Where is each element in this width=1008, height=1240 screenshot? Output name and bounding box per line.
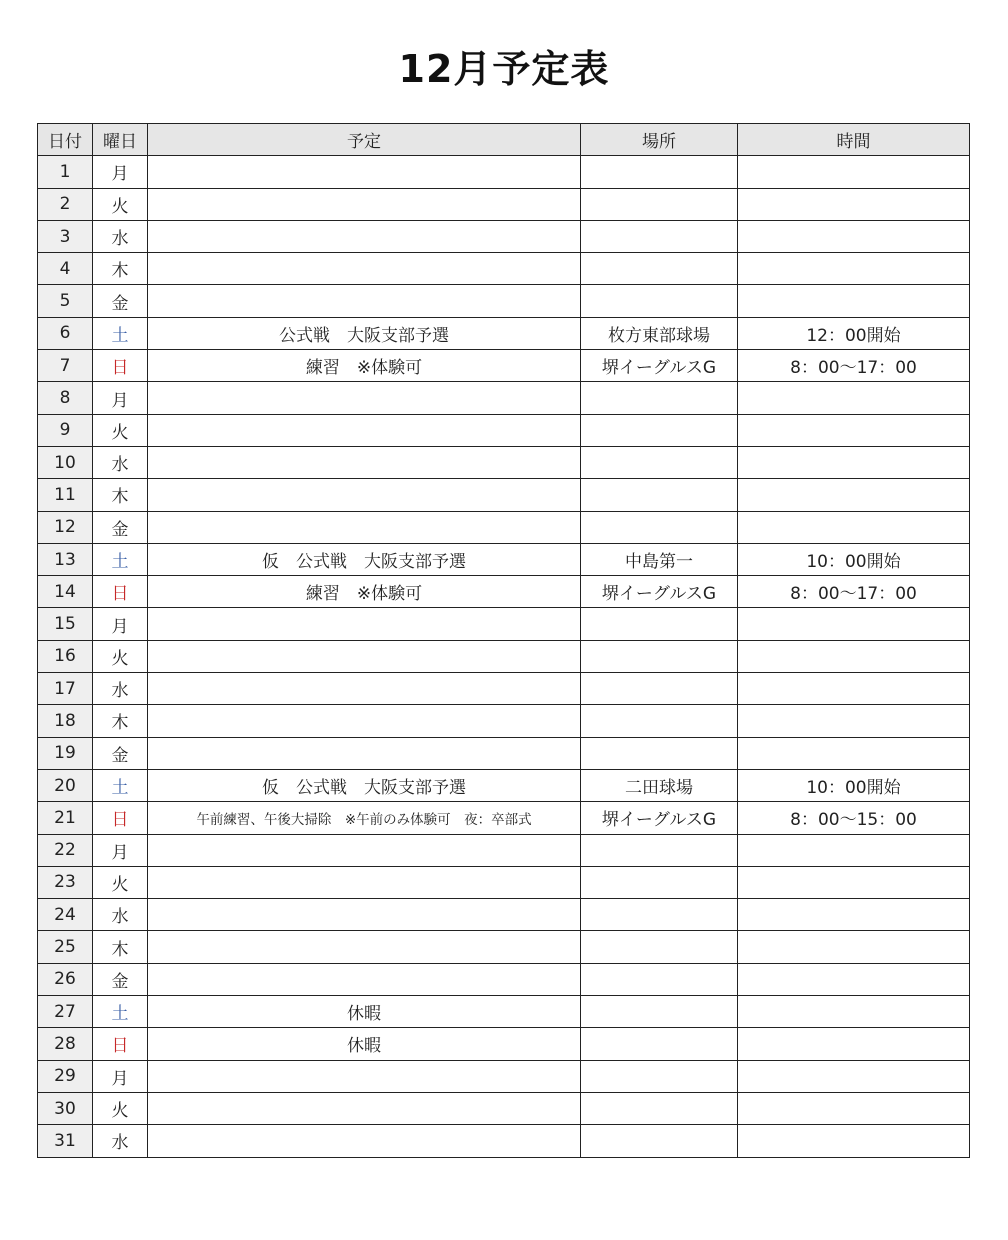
table-row (38, 350, 970, 382)
header-time: 時間 (738, 124, 970, 156)
plan-cell (148, 220, 581, 252)
weekday-cell: 金 (93, 963, 148, 995)
plan-cell (148, 285, 581, 317)
table-row (38, 737, 970, 769)
table-row (38, 866, 970, 898)
place-cell (581, 285, 738, 317)
place-cell: 枚方東部球場 (581, 317, 738, 349)
place-cell: 堺イーグルスG (581, 350, 738, 382)
day-cell: 25 (38, 931, 93, 963)
day-cell: 28 (38, 1028, 93, 1060)
plan-cell: 休暇 (148, 1028, 581, 1060)
weekday-cell: 月 (93, 382, 148, 414)
weekday-cell: 月 (93, 608, 148, 640)
plan-cell (148, 737, 581, 769)
place-cell (581, 1028, 738, 1060)
time-cell: 8：00～17：00 (738, 350, 970, 382)
time-cell (738, 285, 970, 317)
day-cell: 11 (38, 479, 93, 511)
weekday-cell: 木 (93, 253, 148, 285)
time-cell (738, 866, 970, 898)
place-cell (581, 1125, 738, 1157)
day-cell: 4 (38, 253, 93, 285)
place-cell: 堺イーグルスG (581, 576, 738, 608)
table-row (38, 640, 970, 672)
table-row (38, 220, 970, 252)
weekday-cell: 金 (93, 737, 148, 769)
place-cell (581, 253, 738, 285)
time-cell: 10：00開始 (738, 543, 970, 575)
plan-cell (148, 866, 581, 898)
plan-cell: 公式戦 大阪支部予選 (148, 317, 581, 349)
time-cell (738, 156, 970, 188)
plan-cell (148, 963, 581, 995)
day-cell: 9 (38, 414, 93, 446)
day-cell: 13 (38, 543, 93, 575)
day-cell: 20 (38, 769, 93, 801)
time-cell: 8：00～17：00 (738, 576, 970, 608)
weekday-cell: 火 (93, 414, 148, 446)
day-cell: 17 (38, 673, 93, 705)
time-cell (738, 382, 970, 414)
table-row (38, 317, 970, 349)
table-row (38, 1092, 970, 1124)
time-cell: 10：00開始 (738, 769, 970, 801)
plan-cell: 休暇 (148, 996, 581, 1028)
time-cell (738, 673, 970, 705)
table-row (38, 705, 970, 737)
day-cell: 29 (38, 1060, 93, 1092)
schedule-table (37, 123, 970, 1158)
place-cell: 二田球場 (581, 769, 738, 801)
weekday-cell: 土 (93, 996, 148, 1028)
weekday-cell: 金 (93, 511, 148, 543)
time-cell (738, 899, 970, 931)
table-row (38, 479, 970, 511)
weekday-cell: 火 (93, 188, 148, 220)
day-cell: 22 (38, 834, 93, 866)
weekday-cell: 木 (93, 931, 148, 963)
page-title: 12月予定表 (398, 47, 610, 91)
day-cell: 30 (38, 1092, 93, 1124)
day-cell: 2 (38, 188, 93, 220)
table-row (38, 996, 970, 1028)
place-cell: 中島第一 (581, 543, 738, 575)
time-cell (738, 479, 970, 511)
weekday-cell: 月 (93, 1060, 148, 1092)
table-row (38, 1060, 970, 1092)
table-row (38, 543, 970, 575)
place-cell (581, 414, 738, 446)
weekday-cell: 水 (93, 220, 148, 252)
day-cell: 26 (38, 963, 93, 995)
place-cell (581, 673, 738, 705)
plan-cell (148, 1125, 581, 1157)
table-row (38, 608, 970, 640)
plan-cell (148, 511, 581, 543)
header-weekday: 曜日 (93, 124, 148, 156)
plan-cell: 練習 ※体験可 (148, 350, 581, 382)
day-cell: 16 (38, 640, 93, 672)
table-row (38, 802, 970, 834)
table-row (38, 511, 970, 543)
place-cell (581, 737, 738, 769)
day-cell: 27 (38, 996, 93, 1028)
header-day: 日付 (38, 124, 93, 156)
place-cell (581, 899, 738, 931)
table-row (38, 834, 970, 866)
weekday-cell: 日 (93, 350, 148, 382)
time-cell (738, 963, 970, 995)
weekday-cell: 木 (93, 705, 148, 737)
table-row (38, 382, 970, 414)
header-place: 場所 (581, 124, 738, 156)
time-cell (738, 1060, 970, 1092)
place-cell (581, 705, 738, 737)
plan-cell: 午前練習、午後大掃除 ※午前のみ体験可 夜：卒部式 (148, 802, 581, 834)
plan-cell (148, 705, 581, 737)
plan-cell: 仮 公式戦 大阪支部予選 (148, 769, 581, 801)
day-cell: 14 (38, 576, 93, 608)
place-cell (581, 479, 738, 511)
weekday-cell: 土 (93, 317, 148, 349)
day-cell: 3 (38, 220, 93, 252)
time-cell (738, 188, 970, 220)
plan-cell (148, 1092, 581, 1124)
weekday-cell: 日 (93, 576, 148, 608)
day-cell: 19 (38, 737, 93, 769)
place-cell (581, 220, 738, 252)
plan-cell (148, 479, 581, 511)
place-cell (581, 834, 738, 866)
weekday-cell: 日 (93, 1028, 148, 1060)
day-cell: 8 (38, 382, 93, 414)
table-row (38, 576, 970, 608)
place-cell (581, 866, 738, 898)
time-cell (738, 414, 970, 446)
weekday-cell: 火 (93, 640, 148, 672)
table-row (38, 963, 970, 995)
weekday-cell: 土 (93, 769, 148, 801)
plan-cell (148, 382, 581, 414)
time-cell: 12：00開始 (738, 317, 970, 349)
table-row (38, 931, 970, 963)
time-cell (738, 705, 970, 737)
table-row (38, 253, 970, 285)
day-cell: 18 (38, 705, 93, 737)
weekday-cell: 水 (93, 899, 148, 931)
place-cell (581, 382, 738, 414)
weekday-cell: 月 (93, 156, 148, 188)
table-row (38, 1125, 970, 1157)
time-cell (738, 1028, 970, 1060)
place-cell: 堺イーグルスG (581, 802, 738, 834)
weekday-cell: 金 (93, 285, 148, 317)
plan-cell: 練習 ※体験可 (148, 576, 581, 608)
weekday-cell: 日 (93, 802, 148, 834)
place-cell (581, 156, 738, 188)
plan-cell (148, 188, 581, 220)
weekday-cell: 水 (93, 673, 148, 705)
day-cell: 21 (38, 802, 93, 834)
day-cell: 5 (38, 285, 93, 317)
weekday-cell: 水 (93, 446, 148, 478)
day-cell: 31 (38, 1125, 93, 1157)
weekday-cell: 木 (93, 479, 148, 511)
day-cell: 23 (38, 866, 93, 898)
plan-cell: 仮 公式戦 大阪支部予選 (148, 543, 581, 575)
place-cell (581, 446, 738, 478)
schedule-body (38, 156, 970, 1157)
day-cell: 15 (38, 608, 93, 640)
time-cell: 8：00～15：00 (738, 802, 970, 834)
plan-cell (148, 834, 581, 866)
plan-cell (148, 253, 581, 285)
day-cell: 1 (38, 156, 93, 188)
plan-cell (148, 673, 581, 705)
day-cell: 7 (38, 350, 93, 382)
weekday-cell: 月 (93, 834, 148, 866)
place-cell (581, 1060, 738, 1092)
time-cell (738, 1092, 970, 1124)
place-cell (581, 188, 738, 220)
day-cell: 24 (38, 899, 93, 931)
weekday-cell: 火 (93, 1092, 148, 1124)
table-row (38, 673, 970, 705)
plan-cell (148, 1060, 581, 1092)
weekday-cell: 火 (93, 866, 148, 898)
table-row (38, 1028, 970, 1060)
time-cell (738, 608, 970, 640)
day-cell: 12 (38, 511, 93, 543)
time-cell (738, 834, 970, 866)
header-row (38, 124, 970, 156)
time-cell (738, 446, 970, 478)
time-cell (738, 1125, 970, 1157)
plan-cell (148, 446, 581, 478)
place-cell (581, 608, 738, 640)
table-row (38, 285, 970, 317)
time-cell (738, 640, 970, 672)
time-cell (738, 996, 970, 1028)
time-cell (738, 737, 970, 769)
header-plan: 予定 (148, 124, 581, 156)
table-row (38, 156, 970, 188)
place-cell (581, 511, 738, 543)
table-row (38, 769, 970, 801)
place-cell (581, 996, 738, 1028)
table-row (38, 899, 970, 931)
weekday-cell: 水 (93, 1125, 148, 1157)
plan-cell (148, 931, 581, 963)
plan-cell (148, 608, 581, 640)
time-cell (738, 253, 970, 285)
place-cell (581, 963, 738, 995)
table-row (38, 414, 970, 446)
place-cell (581, 640, 738, 672)
time-cell (738, 220, 970, 252)
day-cell: 10 (38, 446, 93, 478)
plan-cell (148, 899, 581, 931)
place-cell (581, 931, 738, 963)
plan-cell (148, 156, 581, 188)
plan-cell (148, 640, 581, 672)
plan-cell (148, 414, 581, 446)
weekday-cell: 土 (93, 543, 148, 575)
table-row (38, 446, 970, 478)
time-cell (738, 511, 970, 543)
day-cell: 6 (38, 317, 93, 349)
table-row (38, 188, 970, 220)
place-cell (581, 1092, 738, 1124)
time-cell (738, 931, 970, 963)
